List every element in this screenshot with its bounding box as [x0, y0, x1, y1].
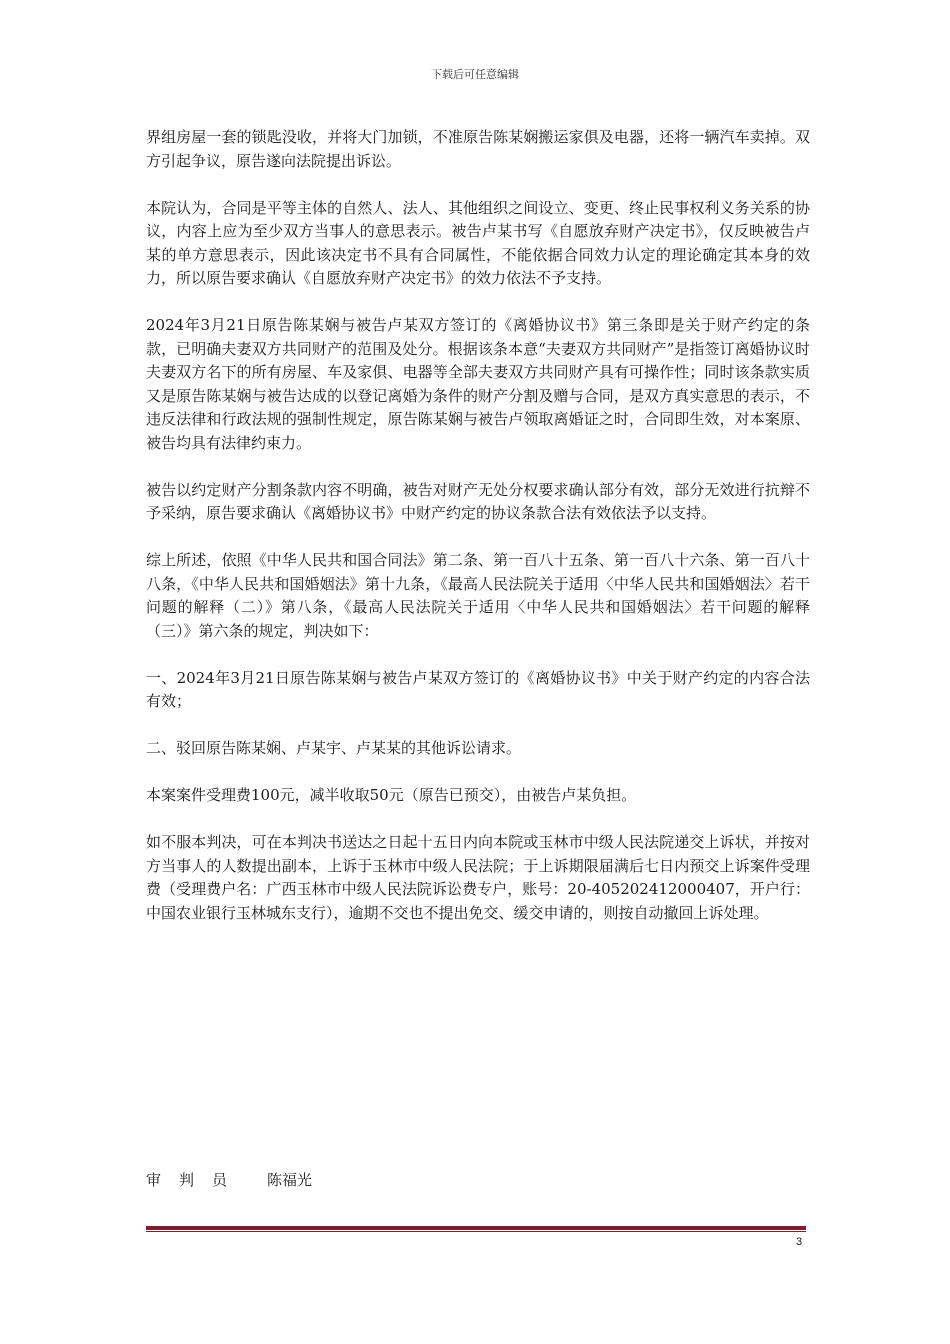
- paragraph-court-fee: 本案案件受理费100元，减半收取50元（原告已预交），由被告卢某负担。: [146, 786, 637, 804]
- document-body: [146, 126, 810, 925]
- footer-rule-thin: [146, 1231, 806, 1232]
- paragraph-defense-rejected: 被告以约定财产分割条款内容不明确，被告对财产无处分权要求确认部分有效，部分无效进行抗辩不予采纳，原告要求确认《离婚协议书》中财产约定的协议条款合法有效依法予以支持。: [146, 480, 810, 522]
- footer-rule: [146, 1226, 806, 1230]
- paragraph-divorce-agreement: 2024年3月21日原告陈某娴与被告卢某双方签订的《离婚协议书》第三条即是关于财产约定的条款，已明确夫妻双方共同财产的范围及处分。根据该条本意“夫妻双方共同财产”是指签订离婚协议时夫妻双方名下的所有房屋、车及家俱、电器等全部夫妻双方共同财产具有可操作性；同时该条款实质又是原告陈某娴与被告达成的以登记离婚为条件的财产分割及赠与合同，是双方真实意思的表示，不违反法律和行政法规的强制性规定，原告陈某娴与被告卢领取离婚证之时，合同即生效，对本案原、被告均具有法律约束力。: [146, 316, 810, 452]
- page-header: 下载后可任意编辑: [431, 68, 519, 81]
- judge-name: 陈福光: [267, 1171, 313, 1189]
- paragraph-judgment-item-1: 一、2024年3月21日原告陈某娴与被告卢某双方签订的《离婚协议书》中关于财产约定的内容合法有效；: [146, 668, 810, 710]
- paragraph-court-opinion: 本院认为，合同是平等主体的自然人、法人、其他组织之间设立、变更、终止民事权利义务关系的协议，内容上应为至少双方当事人的意思表示。被告卢某书写《自愿放弃财产决定书》，仅反映被告卢某的单方意思表示，因此该决定书不具有合同属性，不能依据合同效力认定的理论确定其本身的效力，所以原告要求确认《自愿放弃财产决定书》的效力依法不予支持。: [146, 198, 810, 287]
- paragraph-legal-basis: 综上所述，依照《中华人民共和国合同法》第二条、第一百八十五条、第一百八十六条、第一百八十八条，《中华人民共和国婚姻法》第十九条，《最高人民法院关于适用〈中华人民共和国婚姻法〉若干问题的解释（二）》第八条，《最高人民法院关于适用〈中华人民共和国婚姻法〉若干问题的解释（三）》第六条的规定，判决如下：: [146, 551, 810, 640]
- judge-signature: [146, 1170, 312, 1190]
- page-number: 3: [796, 1236, 803, 1248]
- paragraph-appeal-notice: 如不服本判决，可在本判决书送达之日起十五日内向本院或玉林市中级人民法院递交上诉状，并按对方当事人的人数提出副本，上诉于玉林市中级人民法院；于上诉期限届满后七日内预交上诉案件受理费（受理费户名：广西玉林市中级人民法院诉讼费专户，账号：20-405202412000407，开户行：中国农业银行玉林城东支行），逾期不交也不提出免交、缓交申请的，则按自动撤回上诉处理。: [146, 833, 810, 922]
- paragraph-judgment-item-2: 二、驳回原告陈某娴、卢某宇、卢某某的其他诉讼请求。: [146, 739, 522, 757]
- judge-role: 审判员: [146, 1171, 246, 1189]
- paragraph-case-facts: 界组房屋一套的锁匙没收，并将大门加锁，不准原告陈某娴搬运家俱及电器，还将一辆汽车卖掉。双方引起争议，原告遂向法院提出诉讼。: [146, 128, 810, 170]
